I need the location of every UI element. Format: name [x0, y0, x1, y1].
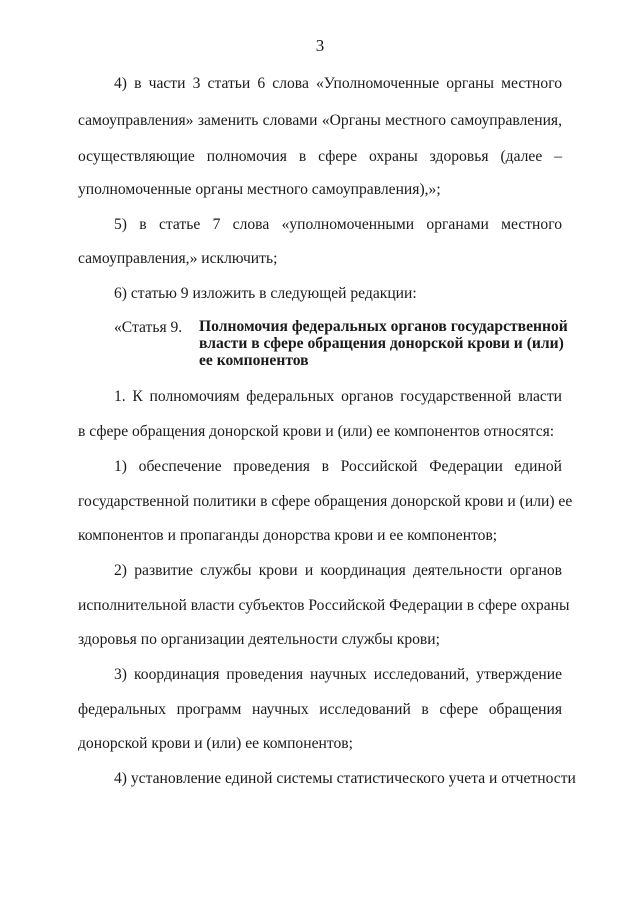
text-line: компонентов и пропаганды донорства крови и ее компонентов; — [78, 527, 498, 544]
text-line: 1) обеспечение проведения в Российской Федерации единой — [114, 458, 562, 475]
text-line: донорской крови и (или) ее компонентов; — [78, 735, 353, 752]
text-line: 4) установление единой системы статистического учета и отчетности — [114, 770, 576, 787]
text-line: 1. К полномочиям федеральных органов государственной власти — [114, 388, 562, 405]
text-line: самоуправления» заменить словами «Органы местного самоуправления, — [78, 112, 562, 129]
text-line: здоровья по организации деятельности службы крови; — [78, 631, 440, 648]
article-title-line: власти в сфере обращения донорской крови и (или) — [199, 335, 564, 352]
article-title — [199, 318, 568, 369]
text-line: 3) координация проведения научных исследований, утверждение — [114, 666, 562, 683]
text-line: 5) в статье 7 слова «уполномоченными органами местного — [114, 216, 562, 233]
text-line: в сфере обращения донорской крови и (или) ее компонентов относятся: — [78, 423, 555, 440]
text-line: федеральных программ научных исследований в сфере обращения — [78, 701, 562, 718]
text-line: уполномоченные органы местного самоуправления),»; — [78, 181, 441, 198]
page-number: 3 — [315, 36, 325, 55]
article-label: «Статья 9. — [114, 319, 183, 336]
text-line: 6) статью 9 изложить в следующей редакции: — [114, 285, 417, 302]
text-line: исполнительной власти субъектов Российской Федерации в сфере охраны — [78, 597, 570, 614]
text-line: 4) в части 3 статьи 6 слова «Уполномоченные органы местного — [114, 75, 562, 92]
text-line: 2) развитие службы крови и координация деятельности органов — [114, 562, 562, 579]
text-line: самоуправления,» исключить; — [78, 250, 278, 267]
text-line: государственной политики в сфере обращения донорской крови и (или) ее — [78, 493, 573, 510]
article-title-line: Полномочия федеральных органов государственной — [199, 318, 568, 335]
text-line: осуществляющие полномочия в сфере охраны здоровья (далее – — [78, 148, 562, 165]
article-title-line: ее компонентов — [199, 352, 309, 369]
